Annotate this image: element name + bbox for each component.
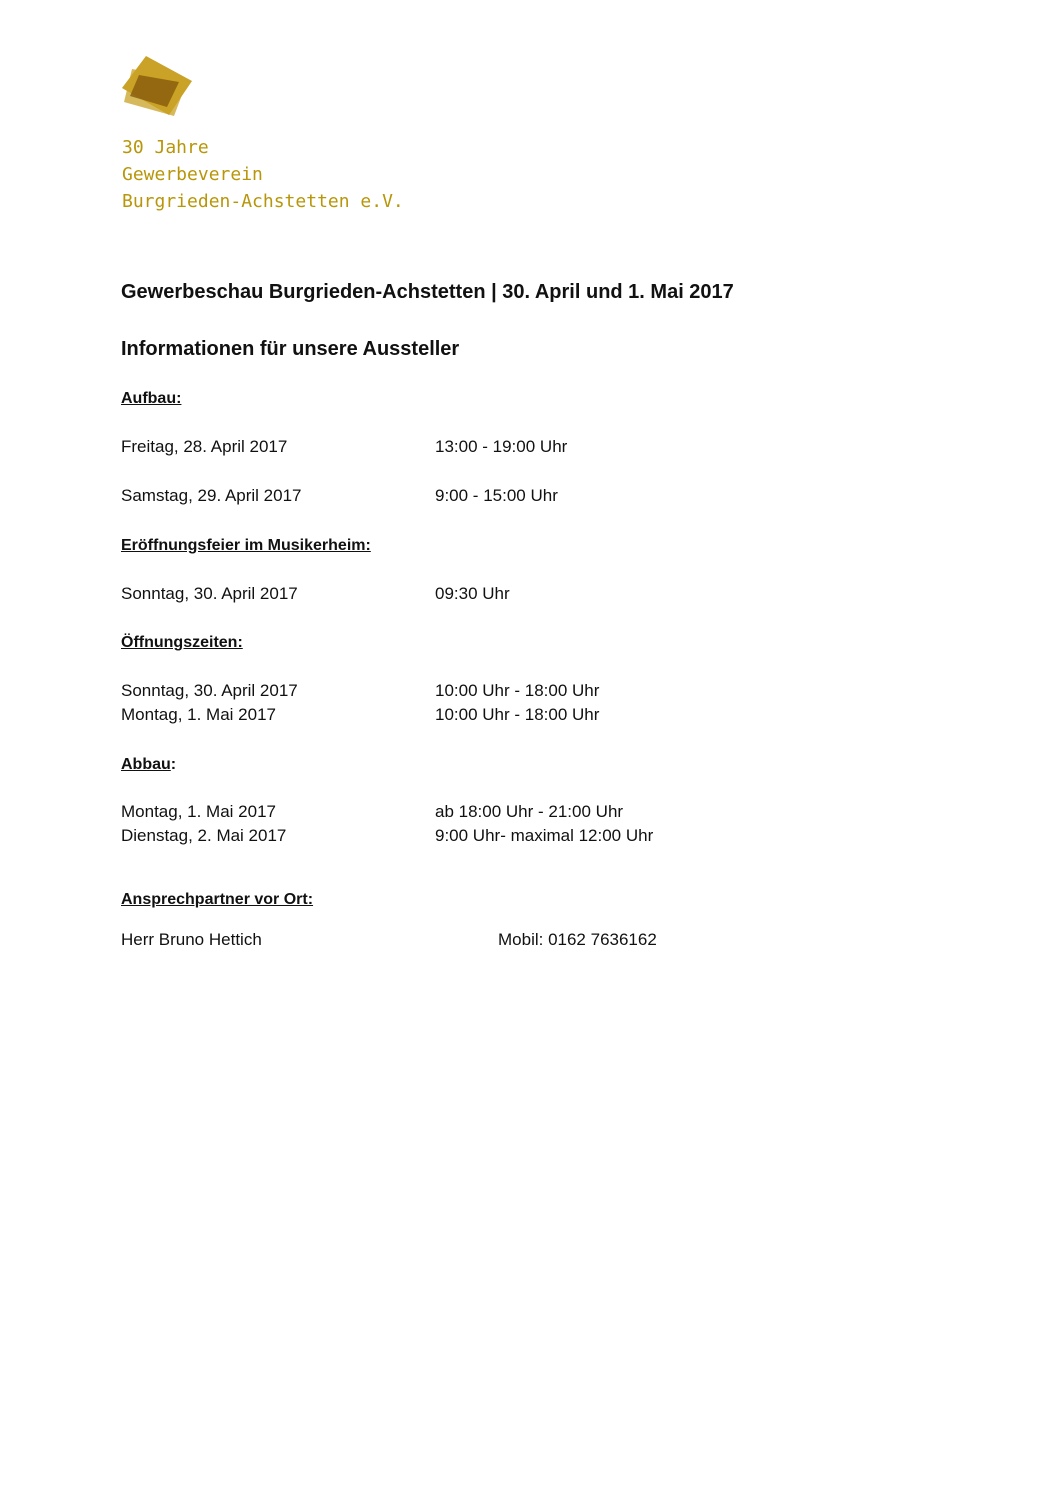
oeffnung-day-2: Montag, 1. Mai 2017: [121, 705, 276, 724]
abbau-heading-label: Abbau: [121, 756, 171, 773]
oeffnung-time-1: 10:00 Uhr - 18:00 Uhr: [435, 681, 600, 700]
abbau-time-1: ab 18:00 Uhr - 21:00 Uhr: [435, 802, 624, 821]
aufbau-day-1: Freitag, 28. April 2017: [121, 437, 288, 456]
eroeffnung-day: Sonntag, 30. April 2017: [121, 584, 298, 603]
kontakt-phone: Mobil: 0162 7636162: [498, 930, 657, 949]
org-line-association: Gewerbeverein: [122, 164, 263, 185]
abbau-time-2: 9:00 Uhr- maximal 12:00 Uhr: [435, 826, 654, 845]
oeffnung-day-1: Sonntag, 30. April 2017: [121, 681, 298, 700]
abbau-day-1: Montag, 1. Mai 2017: [121, 802, 276, 821]
aufbau-heading: Aufbau:: [121, 390, 182, 407]
eroeffnung-heading: Eröffnungsfeier im Musikerheim:: [121, 537, 371, 554]
abbau-heading: [121, 756, 176, 774]
org-line-location: Burgrieden-Achstetten e.V.: [122, 191, 404, 212]
gewerbeverein-logo: [122, 55, 194, 117]
aufbau-day-2: Samstag, 29. April 2017: [121, 486, 302, 505]
abbau-heading-colon: :: [170, 756, 177, 773]
aufbau-time-2: 9:00 - 15:00 Uhr: [435, 486, 558, 505]
abbau-day-2: Dienstag, 2. Mai 2017: [121, 826, 287, 845]
document-title: Gewerbeschau Burgrieden-Achstetten | 30. April und 1. Mai 2017: [121, 281, 734, 303]
aufbau-time-1: 13:00 - 19:00 Uhr: [435, 437, 568, 456]
oeffnung-heading: Öffnungszeiten:: [121, 634, 243, 651]
org-line-anniversary: 30 Jahre: [122, 137, 209, 158]
oeffnung-time-2: 10:00 Uhr - 18:00 Uhr: [435, 705, 600, 724]
organization-name: [122, 134, 404, 215]
kontakt-name: Herr Bruno Hettich: [121, 930, 262, 949]
document-subtitle: Informationen für unsere Aussteller: [121, 338, 460, 360]
eroeffnung-time: 09:30 Uhr: [435, 584, 510, 603]
kontakt-heading: Ansprechpartner vor Ort:: [121, 891, 314, 908]
